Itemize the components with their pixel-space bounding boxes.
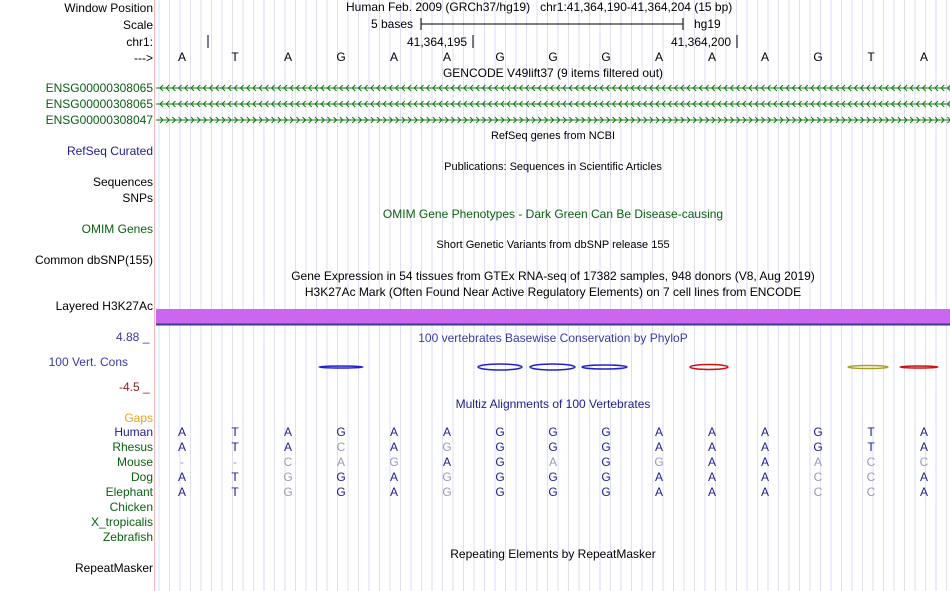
multiz-base: C xyxy=(283,455,293,469)
publications-sequences-label[interactable]: Sequences xyxy=(92,175,153,189)
multiz-base: A xyxy=(760,455,769,469)
gencode-item-2-label[interactable]: ENSG00000308065 xyxy=(45,97,153,111)
phylop-signal-glyph xyxy=(900,366,938,368)
multiz-base: A xyxy=(389,425,398,439)
tick-label-left: 41,364,195 xyxy=(407,35,468,49)
multiz-base: A xyxy=(760,470,769,484)
multiz-base: A xyxy=(919,425,928,439)
multiz-base: A xyxy=(919,440,928,454)
multiz-base: G xyxy=(442,440,452,454)
phylop-title[interactable]: 100 vertebrates Basewise Conservation by PhyloP xyxy=(418,331,688,345)
multiz-base: - xyxy=(233,455,237,469)
multiz-base: A xyxy=(760,485,769,499)
multiz-base: A xyxy=(654,485,663,499)
multiz-base: G xyxy=(495,440,505,454)
h3k27ac-title[interactable]: H3K27Ac Mark (Often Found Near Active Regulatory Elements) on 7 cell lines from ENCODE xyxy=(304,285,802,299)
multiz-base: C xyxy=(813,485,823,499)
reference-base: T xyxy=(867,50,875,64)
multiz-base: G xyxy=(442,485,452,499)
reference-base: G xyxy=(336,50,346,64)
multiz-base: A xyxy=(389,470,398,484)
multiz-base: G xyxy=(495,455,505,469)
multiz-base: G xyxy=(495,485,505,499)
multiz-base: C xyxy=(866,455,876,469)
multiz-base: T xyxy=(231,425,239,439)
gencode-title[interactable]: GENCODE V49lift37 (9 items filtered out) xyxy=(442,66,664,80)
multiz-base: A xyxy=(442,455,451,469)
position-readout xyxy=(346,0,732,14)
phylop-label[interactable]: 100 Vert. Cons xyxy=(48,355,128,369)
multiz-base: G xyxy=(601,425,611,439)
multiz-base: A xyxy=(654,440,663,454)
multiz-species-label[interactable]: X_tropicalis xyxy=(90,515,153,529)
multiz-species-label[interactable]: Chicken xyxy=(109,500,153,514)
reference-base: G xyxy=(813,50,823,64)
phylop-signal-glyph xyxy=(848,366,888,369)
multiz-base: T xyxy=(231,440,239,454)
multiz-base: C xyxy=(866,470,876,484)
multiz-base: G xyxy=(495,470,505,484)
multiz-base: T xyxy=(867,440,875,454)
multiz-base: A xyxy=(177,485,186,499)
chrom-label: chr1: xyxy=(126,35,153,49)
multiz-base: A xyxy=(707,455,716,469)
multiz-base: G xyxy=(442,470,452,484)
multiz-base: A xyxy=(283,440,292,454)
multiz-base: A xyxy=(442,425,451,439)
multiz-base: A xyxy=(707,425,716,439)
multiz-base: A xyxy=(919,485,928,499)
omim-title[interactable]: OMIM Gene Phenotypes - Dark Green Can Be Disease-causing xyxy=(382,207,724,221)
multiz-species-label[interactable]: Human xyxy=(114,425,153,439)
multiz-species-label[interactable]: Dog xyxy=(130,470,153,484)
phylop-max-label: 4.88 _ xyxy=(116,330,150,344)
multiz-base: G xyxy=(601,470,611,484)
multiz-base: A xyxy=(707,470,716,484)
reference-base: A xyxy=(760,50,769,64)
multiz-base: G xyxy=(548,470,558,484)
phylop-min-label: -4.5 _ xyxy=(119,380,150,394)
multiz-base: A xyxy=(389,485,398,499)
multiz-base: A xyxy=(177,440,186,454)
multiz-base: A xyxy=(813,455,822,469)
multiz-base: T xyxy=(867,425,875,439)
reference-base: A xyxy=(389,50,398,64)
multiz-base: G xyxy=(283,470,293,484)
window-position-label: Window Position xyxy=(64,1,153,15)
multiz-base: G xyxy=(283,485,293,499)
reference-base: G xyxy=(548,50,558,64)
multiz-base: A xyxy=(707,485,716,499)
reference-base: A xyxy=(707,50,716,64)
multiz-species-label[interactable]: Mouse xyxy=(116,455,153,469)
multiz-base: G xyxy=(813,440,823,454)
multiz-base: G xyxy=(654,455,664,469)
multiz-base: C xyxy=(813,470,823,484)
multiz-base: G xyxy=(336,425,346,439)
reference-base: A xyxy=(177,50,186,64)
multiz-base: A xyxy=(177,425,186,439)
reference-base: A xyxy=(919,50,928,64)
multiz-base: A xyxy=(919,470,928,484)
multiz-base: A xyxy=(283,425,292,439)
reference-base: G xyxy=(601,50,611,64)
omim-label[interactable]: OMIM Genes xyxy=(81,222,153,236)
multiz-base: A xyxy=(760,425,769,439)
phylop-signal-glyph xyxy=(319,366,363,368)
h3k27ac-signal xyxy=(156,309,950,324)
repeatmasker-label[interactable]: RepeatMasker xyxy=(74,561,153,575)
multiz-base: C xyxy=(919,455,929,469)
multiz-base: G xyxy=(548,485,558,499)
dbsnp-label[interactable]: Common dbSNP(155) xyxy=(34,253,153,267)
multiz-species-label[interactable]: Elephant xyxy=(105,485,153,499)
multiz-base: A xyxy=(548,455,557,469)
phylop-signal-glyph xyxy=(690,365,728,370)
multiz-title[interactable]: Multiz Alignments of 100 Vertebrates xyxy=(455,397,651,411)
multiz-base: G xyxy=(389,455,399,469)
multiz-base: C xyxy=(336,440,346,454)
multiz-base: T xyxy=(231,470,239,484)
gtex-title[interactable]: Gene Expression in 54 tissues from GTEx RNA-seq of 17382 samples, 948 donors (V8, Aug 2019) xyxy=(291,269,815,283)
multiz-base: - xyxy=(180,455,184,469)
reference-base: A xyxy=(442,50,451,64)
multiz-species-label[interactable]: Zebrafish xyxy=(102,530,153,544)
repeatmasker-title[interactable]: Repeating Elements by RepeatMasker xyxy=(450,547,656,561)
multiz-base: A xyxy=(389,440,398,454)
sequence-arrow-label: ---> xyxy=(134,51,153,65)
multiz-gaps-label: Gaps xyxy=(124,411,153,425)
reference-base: T xyxy=(231,50,239,64)
h3k27ac-label[interactable]: Layered H3K27Ac xyxy=(55,299,153,313)
phylop-signal-glyph xyxy=(582,365,627,369)
multiz-base: G xyxy=(495,425,505,439)
window-position[interactable]: chr1:41,364,190-41,364,204 (15 bp) xyxy=(540,0,733,14)
assembly-name: Human Feb. 2009 (GRCh37/hg19) xyxy=(346,0,531,14)
publications-title[interactable]: Publications: Sequences in Scientific Articles xyxy=(444,161,662,173)
refseq-title[interactable]: RefSeq genes from NCBI xyxy=(490,130,616,142)
reference-base: G xyxy=(495,50,505,64)
multiz-base: G xyxy=(548,440,558,454)
scale-bases: 5 bases xyxy=(371,17,414,31)
tick-label-right: 41,364,200 xyxy=(671,35,732,49)
publications-snps-label[interactable]: SNPs xyxy=(122,191,153,205)
multiz-base: G xyxy=(548,425,558,439)
refseq-label[interactable]: RefSeq Curated xyxy=(66,144,153,158)
multiz-base: A xyxy=(654,425,663,439)
multiz-base: G xyxy=(601,485,611,499)
multiz-base: A xyxy=(707,440,716,454)
multiz-base: G xyxy=(601,455,611,469)
multiz-base: A xyxy=(760,440,769,454)
multiz-base: A xyxy=(654,470,663,484)
multiz-species-label[interactable]: Rhesus xyxy=(112,440,153,454)
gencode-item-3-label[interactable]: ENSG00000308047 xyxy=(45,113,153,127)
multiz-base: T xyxy=(231,485,239,499)
multiz-base: G xyxy=(336,485,346,499)
multiz-base: G xyxy=(336,470,346,484)
multiz-base: A xyxy=(336,455,345,469)
scale-label: Scale xyxy=(122,18,153,32)
multiz-base: A xyxy=(177,470,186,484)
reference-base: A xyxy=(283,50,292,64)
multiz-base: G xyxy=(813,425,823,439)
dbsnp-title[interactable]: Short Genetic Variants from dbSNP release 155 xyxy=(436,239,670,251)
gencode-item-1-label[interactable]: ENSG00000308065 xyxy=(45,81,153,95)
multiz-base: G xyxy=(601,440,611,454)
db-name: hg19 xyxy=(694,17,721,31)
reference-base: A xyxy=(654,50,663,64)
multiz-base: C xyxy=(866,485,876,499)
